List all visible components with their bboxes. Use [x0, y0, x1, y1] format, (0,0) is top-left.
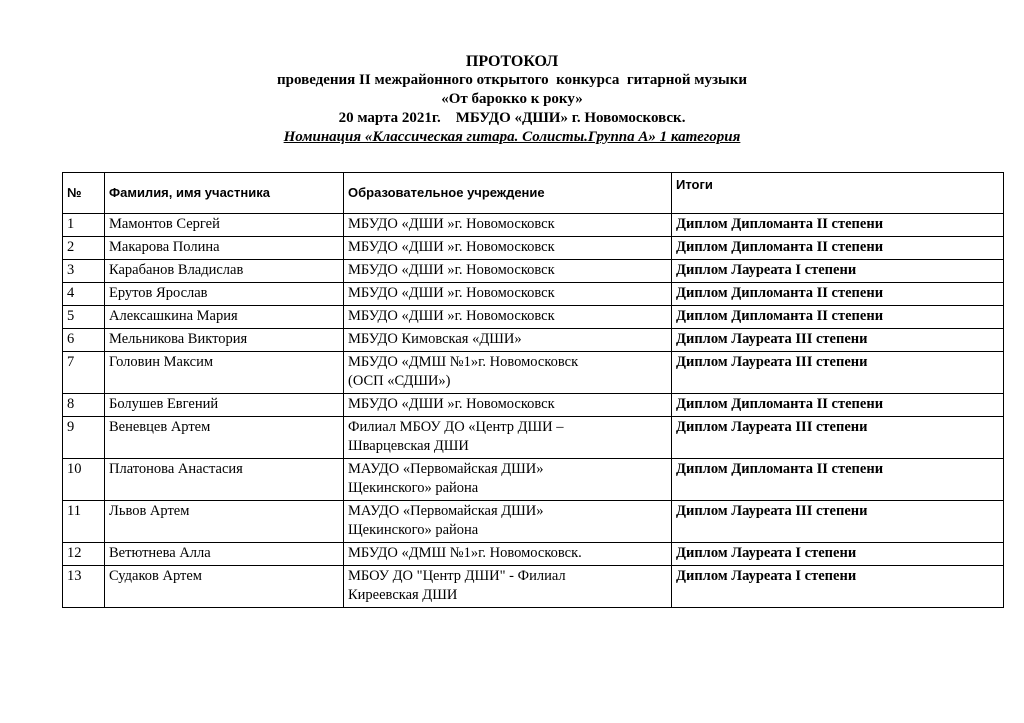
cell-participant-name: Судаков Артем [105, 566, 344, 608]
cell-school [344, 543, 672, 566]
school-line: МБУДО «ДШИ »г. Новомосковск [348, 308, 555, 324]
school-line: Шварцевская ДШИ [348, 438, 469, 454]
school-line: МАУДО «Первомайская ДШИ» [348, 461, 544, 477]
table-row [63, 566, 1004, 608]
table-header-row [63, 173, 1004, 214]
table-row [63, 237, 1004, 260]
table-row [63, 417, 1004, 459]
cell-number: 9 [63, 417, 105, 459]
cell-school [344, 352, 672, 394]
table-row [63, 260, 1004, 283]
cell-result: Диплом Дипломанта II степени [672, 306, 1004, 329]
cell-number: 3 [63, 260, 105, 283]
cell-participant-name: Львов Артем [105, 501, 344, 543]
school-line: МБУДО «ДШИ »г. Новомосковск [348, 285, 555, 301]
school-line: МАУДО «Первомайская ДШИ» [348, 503, 544, 519]
cell-result: Диплом Лауреата III степени [672, 501, 1004, 543]
cell-number: 2 [63, 237, 105, 260]
cell-result: Диплом Лауреата III степени [672, 352, 1004, 394]
cell-result: Диплом Лауреата I степени [672, 543, 1004, 566]
cell-school [344, 306, 672, 329]
cell-result: Диплом Дипломанта II степени [672, 237, 1004, 260]
school-line: Филиал МБОУ ДО «Центр ДШИ – [348, 419, 564, 435]
cell-number: 6 [63, 329, 105, 352]
cell-school [344, 329, 672, 352]
cell-school [344, 237, 672, 260]
school-line: МБУДО «ДШИ »г. Новомосковск [348, 262, 555, 278]
column-header-name: Фамилия, имя участника [105, 173, 344, 214]
table-row [63, 459, 1004, 501]
cell-participant-name: Карабанов Владислав [105, 260, 344, 283]
cell-participant-name: Головин Максим [105, 352, 344, 394]
cell-school [344, 283, 672, 306]
results-table [62, 172, 1004, 608]
cell-number: 4 [63, 283, 105, 306]
cell-number: 1 [63, 214, 105, 237]
school-line: Щекинского» района [348, 522, 479, 538]
table-row [63, 394, 1004, 417]
school-line: Киреевская ДШИ [348, 587, 458, 603]
date-and-venue: 20 марта 2021г. МБУДО «ДШИ» г. Новомосковск. [338, 110, 686, 126]
table-row [63, 352, 1004, 394]
cell-school [344, 260, 672, 283]
table-body [63, 214, 1004, 608]
table-row [63, 214, 1004, 237]
cell-number: 13 [63, 566, 105, 608]
cell-result: Диплом Дипломанта II степени [672, 283, 1004, 306]
cell-participant-name: Мамонтов Сергей [105, 214, 344, 237]
cell-number: 8 [63, 394, 105, 417]
school-line: МБУДО «ДМШ №1»г. Новомосковск [348, 354, 579, 370]
cell-participant-name: Макарова Полина [105, 237, 344, 260]
nomination-title: Номинация «Классическая гитара. Солисты.Группа А» 1 категория [283, 129, 741, 145]
table-row [63, 329, 1004, 352]
school-line: МБУДО «ДМШ №1»г. Новомосковск. [348, 545, 582, 561]
school-line: МБОУ ДО "Центр ДШИ" - Филиал [348, 568, 566, 584]
cell-number: 12 [63, 543, 105, 566]
cell-result: Диплом Дипломанта II степени [672, 459, 1004, 501]
school-line: (ОСП «СДШИ») [348, 373, 451, 389]
cell-school [344, 501, 672, 543]
school-line: МБУДО «ДШИ »г. Новомосковск [348, 239, 555, 255]
table-row [63, 501, 1004, 543]
cell-participant-name: Веневцев Артем [105, 417, 344, 459]
school-line: Щекинского» района [348, 480, 479, 496]
cell-participant-name: Ерутов Ярослав [105, 283, 344, 306]
column-header-number: № [63, 173, 105, 214]
cell-participant-name: Болушев Евгений [105, 394, 344, 417]
cell-school [344, 214, 672, 237]
cell-participant-name: Ветютнева Алла [105, 543, 344, 566]
table-row [63, 543, 1004, 566]
cell-school [344, 417, 672, 459]
contest-description: проведения II межрайонного открытого конкурса гитарной музыки [276, 72, 747, 88]
cell-result: Диплом Дипломанта II степени [672, 394, 1004, 417]
cell-result: Диплом Лауреата I степени [672, 566, 1004, 608]
column-header-result: Итоги [672, 173, 1004, 214]
cell-participant-name: Платонова Анастасия [105, 459, 344, 501]
column-header-school: Образовательное учреждение [344, 173, 672, 214]
cell-number: 10 [63, 459, 105, 501]
cell-result: Диплом Лауреата I степени [672, 260, 1004, 283]
cell-result: Диплом Лауреата III степени [672, 329, 1004, 352]
cell-school [344, 394, 672, 417]
document-title: ПРОТОКОЛ [465, 53, 559, 70]
cell-participant-name: Алексашкина Мария [105, 306, 344, 329]
cell-school [344, 566, 672, 608]
school-line: МБУДО «ДШИ »г. Новомосковск [348, 216, 555, 232]
cell-result: Диплом Дипломанта II степени [672, 214, 1004, 237]
cell-result: Диплом Лауреата III степени [672, 417, 1004, 459]
cell-school [344, 459, 672, 501]
school-line: МБУДО Кимовская «ДШИ» [348, 331, 522, 347]
school-line: МБУДО «ДШИ »г. Новомосковск [348, 396, 555, 412]
cell-participant-name: Мельникова Виктория [105, 329, 344, 352]
table-row [63, 306, 1004, 329]
contest-name: «От барокко к року» [441, 91, 583, 107]
cell-number: 11 [63, 501, 105, 543]
cell-number: 5 [63, 306, 105, 329]
document-header [0, 52, 1024, 147]
cell-number: 7 [63, 352, 105, 394]
table-row [63, 283, 1004, 306]
